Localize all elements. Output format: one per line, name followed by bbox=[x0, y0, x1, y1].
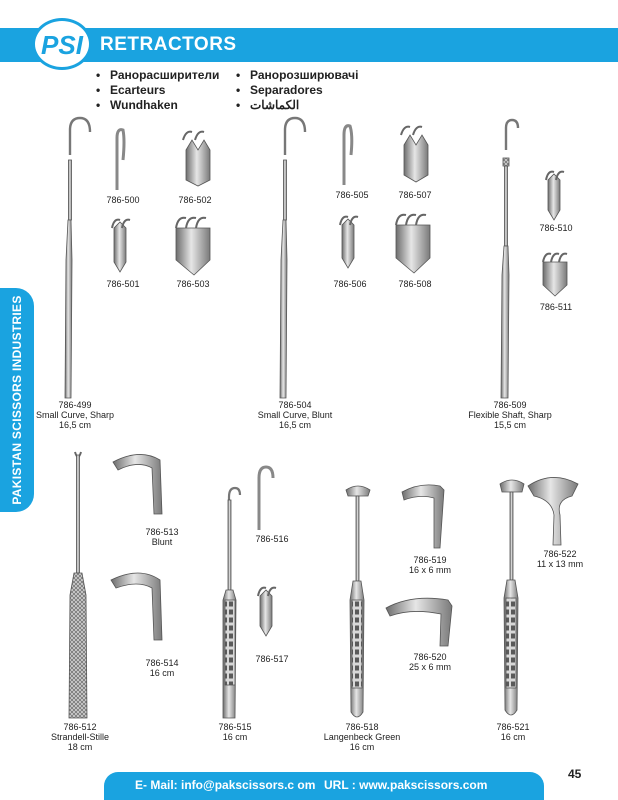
label-786-515: 786-515 16 cm bbox=[218, 722, 252, 742]
label-786-504: 786-504 Small Curve, Blunt 16,5 cm bbox=[257, 400, 333, 430]
label-786-507: 786-507 bbox=[398, 190, 432, 200]
instrument-786-519 bbox=[402, 485, 444, 548]
instrument-786-506 bbox=[340, 217, 358, 268]
label-786-516: 786-516 bbox=[255, 534, 289, 544]
label-786-522: 786-522 11 x 13 mm bbox=[536, 549, 584, 569]
instrument-786-522 bbox=[528, 477, 578, 545]
instrument-786-511 bbox=[543, 254, 567, 296]
logo-text: PSI bbox=[41, 30, 83, 60]
instrument-786-501 bbox=[112, 220, 130, 272]
label-786-513: 786-513 Blunt bbox=[145, 527, 179, 547]
instrument-786-520 bbox=[386, 598, 452, 646]
language-item: • Separadores bbox=[236, 83, 323, 97]
label-786-510: 786-510 bbox=[539, 223, 573, 233]
instrument-786-518 bbox=[346, 486, 370, 717]
label-786-500: 786-500 bbox=[106, 195, 140, 205]
language-item: • Ecarteurs bbox=[96, 83, 166, 97]
label-786-501: 786-501 bbox=[106, 279, 140, 289]
instrument-786-515 bbox=[223, 488, 240, 718]
language-item: • Ранорозширювачі bbox=[236, 68, 359, 82]
label-786-502: 786-502 bbox=[178, 195, 212, 205]
instrument-786-504 bbox=[280, 118, 305, 398]
instrument-786-510 bbox=[546, 172, 564, 220]
instrument-786-499 bbox=[65, 118, 90, 398]
instrument-786-512 bbox=[69, 452, 87, 718]
instrument-786-507 bbox=[401, 127, 428, 182]
footer-email[interactable]: E- Mail: info@pakscissors.c om bbox=[135, 778, 316, 792]
instrument-786-505 bbox=[344, 126, 352, 185]
label-786-505: 786-505 bbox=[335, 190, 369, 200]
instrument-786-521 bbox=[500, 480, 524, 715]
label-786-517: 786-517 bbox=[255, 654, 289, 664]
instrument-786-500 bbox=[117, 130, 124, 190]
label-786-503: 786-503 bbox=[176, 279, 210, 289]
footer-url[interactable]: URL : www.pakscissors.com bbox=[324, 778, 488, 792]
label-786-520: 786-520 25 x 6 mm bbox=[408, 652, 451, 672]
label-786-519: 786-519 16 x 6 mm bbox=[408, 555, 451, 575]
instrument-786-513 bbox=[113, 454, 162, 514]
side-tab-text: PAKISTAN SCISSORS INDUSTRIES bbox=[10, 295, 24, 505]
label-786-508: 786-508 bbox=[398, 279, 432, 289]
label-786-521: 786-521 16 cm bbox=[496, 722, 530, 742]
label-786-506: 786-506 bbox=[333, 279, 367, 289]
page-number: 45 bbox=[568, 767, 582, 781]
label-786-512: 786-512 Strandell-Stille 18 cm bbox=[50, 722, 110, 752]
label-786-514: 786-514 16 cm bbox=[145, 658, 179, 678]
label-786-509: 786-509 Flexible Shaft, Sharp 15,5 cm bbox=[468, 400, 552, 430]
instrument-786-509 bbox=[501, 120, 518, 398]
instrument-786-514 bbox=[111, 573, 162, 640]
page-title: RETRACTORS bbox=[100, 34, 237, 55]
instrument-786-516 bbox=[259, 467, 273, 530]
label-786-518: 786-518 Langenbeck Green 16 cm bbox=[323, 722, 401, 752]
instrument-786-508 bbox=[396, 215, 430, 273]
language-item: • Wundhaken bbox=[96, 98, 178, 112]
label-786-511: 786-511 bbox=[539, 302, 573, 312]
instrument-786-517 bbox=[258, 588, 276, 636]
language-item: • الكماشات bbox=[236, 98, 300, 112]
instrument-786-502 bbox=[183, 132, 210, 186]
instrument-786-503 bbox=[176, 218, 210, 275]
label-786-499: 786-499 Small Curve, Sharp 16,5 cm bbox=[35, 400, 115, 430]
language-item: • Ранорасширители bbox=[96, 68, 220, 82]
